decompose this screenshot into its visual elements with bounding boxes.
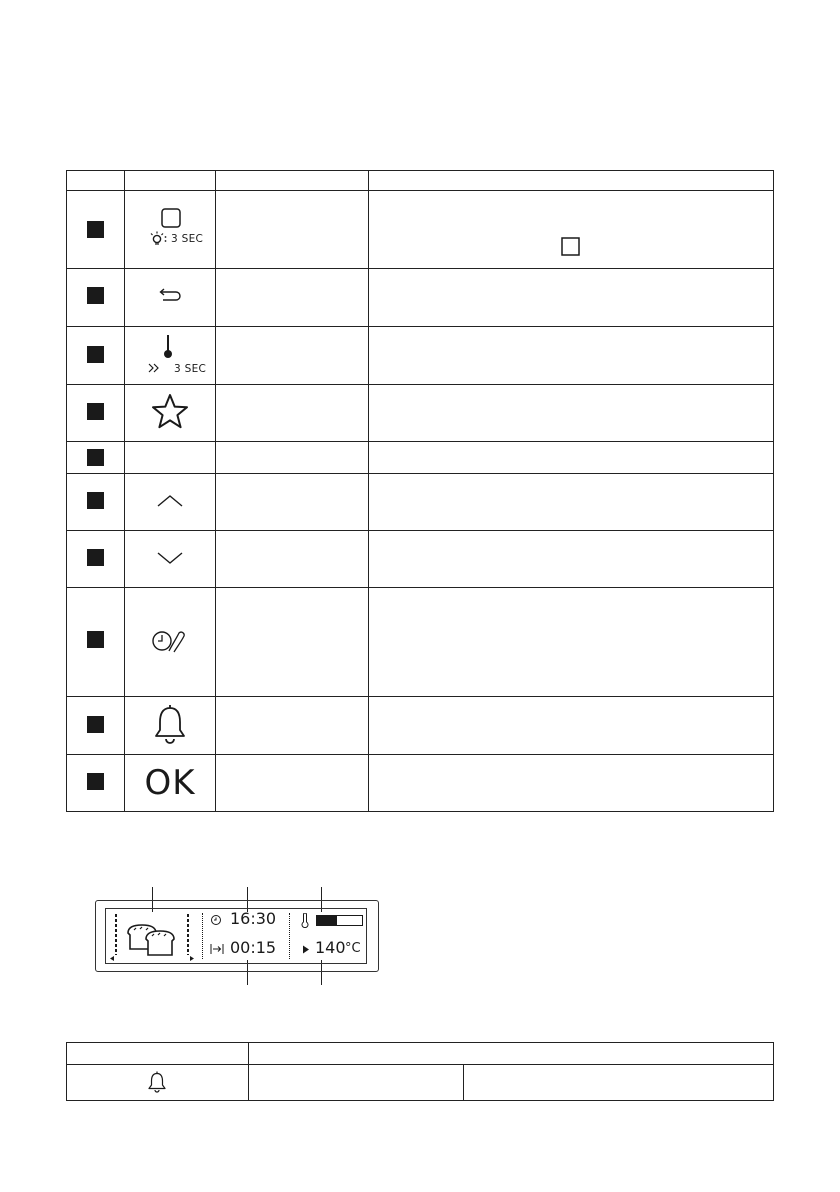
clock-options-icon[interactable] [125,622,215,658]
duration-sublabel: 3 SEC [171,233,204,245]
display-divider [202,913,203,959]
display-divider [289,913,290,959]
table-row [67,754,773,811]
key-number-marker [87,492,104,509]
temperature-value: 140 [315,938,346,957]
heat-up-bar-fill [317,916,337,925]
heat-up-bar [316,915,363,926]
thermometer-icon[interactable] [125,331,215,379]
table-row [67,384,773,441]
ok-label: OK [144,763,196,803]
table-row [67,268,773,326]
star-icon[interactable] [125,391,215,433]
back-arrow-icon[interactable] [125,281,215,311]
clock-icon [210,914,222,926]
table-header [67,171,773,191]
key-number-marker [87,631,104,648]
bell-icon[interactable] [125,703,215,747]
duration: 00:15 [230,938,277,957]
column-divider [248,1043,249,1100]
table-row [67,587,773,696]
ok-icon[interactable] [125,763,215,803]
key-number-marker [87,773,104,790]
table-row [67,530,773,587]
chevron-up-icon[interactable] [125,486,215,516]
display-screen [105,908,367,964]
table-row [67,696,773,754]
table-row [67,441,773,473]
key-number-marker [87,403,104,420]
key-number-marker [87,221,104,238]
thermometer-icon [300,913,310,928]
temperature-unit: °C [345,941,361,956]
column-divider [463,1065,464,1100]
duration-sublabel: 3 SEC [174,363,207,375]
key-number-marker [87,449,104,466]
bell-icon [147,1071,167,1097]
bread-icon [124,921,190,957]
play-indicator-icon [302,945,310,954]
key-number-marker [87,716,104,733]
table-header [67,1043,773,1065]
stop-button-symbol [561,237,581,257]
table-row [67,473,773,530]
time-of-day: 16:30 [230,909,277,928]
table-row [67,326,773,384]
alarm-table [66,1042,774,1101]
oven-display [95,900,379,972]
duration-icon [210,943,224,955]
control-panel-table [66,170,774,812]
chevron-down-icon[interactable] [125,543,215,573]
key-number-marker [87,549,104,566]
table-row [67,191,773,268]
key-number-marker [87,287,104,304]
key-number-marker [87,346,104,363]
power-icon[interactable] [125,207,215,255]
